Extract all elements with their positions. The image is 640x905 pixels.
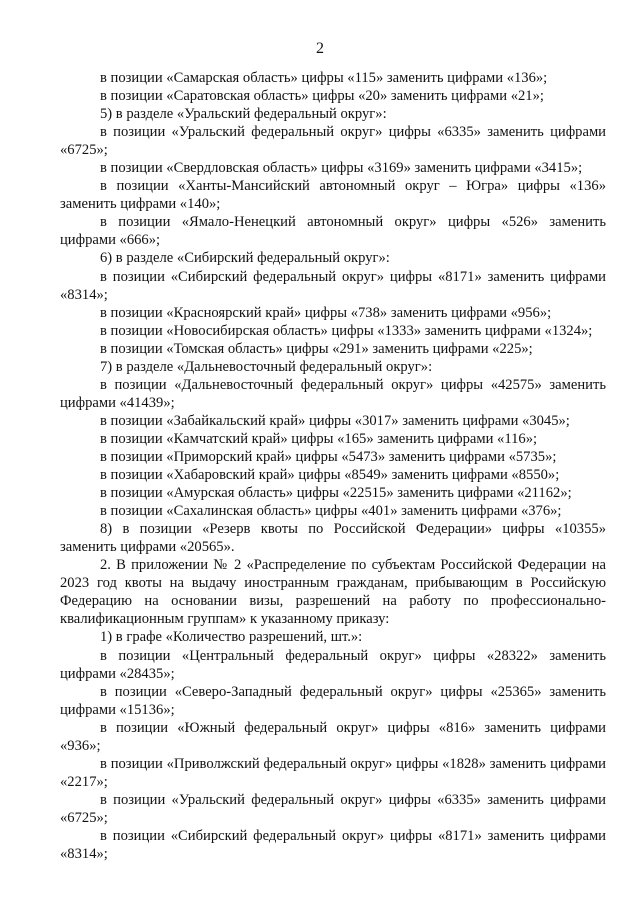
paragraph: в позиции «Сахалинская область» цифры «401» заменить цифрами «376»; [100, 503, 562, 520]
paragraph: в позиции «Северо-Западный федеральный округ» цифры «25365» заменить цифрами «15136»; [60, 683, 606, 718]
paragraph: в позиции «Сибирский федеральный округ» цифры «8171» заменить цифрами «8314»; [60, 827, 606, 863]
paragraph: в позиции «Красноярский край» цифры «738» заменить цифрами «956»; [100, 304, 552, 321]
paragraph: 2. В приложении № 2 «Распределение по субъектам Российской Федерации на 2023 год квоты на выдачу иностранным гражданам, прибывающим в Российскую Федерацию на основании визы, разрешений на работу по профессионально-квалификационным группам» к указанному приказу: [60, 557, 606, 628]
paragraph: 6) в разделе «Сибирский федеральный округ»: [100, 250, 390, 267]
paragraph: в позиции «Центральный федеральный округ» цифры «28322» заменить цифрами «28435»; [60, 647, 606, 682]
paragraph: в позиции «Южный федеральный округ» цифры «816» заменить цифрами «936»; [60, 719, 606, 754]
paragraph: в позиции «Томская область» цифры «291» заменить цифрами «225»; [100, 340, 533, 357]
paragraph: в позиции «Уральский федеральный округ» цифры «6335» заменить цифрами «6725»; [60, 124, 606, 159]
paragraph: 1) в графе «Количество разрешений, шт.»: [100, 629, 363, 646]
document-body [60, 69, 606, 863]
paragraph: в позиции «Новосибирская область» цифры «1333» заменить цифрами «1324»; [100, 322, 593, 339]
page-number: 2 [316, 40, 324, 57]
paragraph: в позиции «Свердловская область» цифры «3169» заменить цифрами «3415»; [100, 160, 583, 177]
paragraph: в позиции «Забайкальский край» цифры «3017» заменить цифрами «3045»; [100, 412, 570, 429]
paragraph: в позиции «Ямало-Ненецкий автономный округ» цифры «526» заменить цифрами «666»; [60, 214, 606, 249]
paragraph: 5) в разделе «Уральский федеральный округ»: [100, 106, 387, 123]
paragraph: в позиции «Приморский край» цифры «5473» заменить цифрами «5735»; [100, 448, 557, 465]
paragraph: в позиции «Дальневосточный федеральный округ» цифры «42575» заменить цифрами «41439»; [60, 376, 606, 411]
paragraph: в позиции «Уральский федеральный округ» цифры «6335» заменить цифрами «6725»; [60, 791, 606, 826]
paragraph: в позиции «Приволжский федеральный округ» цифры «1828» заменить цифрами «2217»; [60, 755, 606, 790]
paragraph: в позиции «Самарская область» цифры «115» заменить цифрами «136»; [100, 70, 548, 86]
paragraph: в позиции «Камчатский край» цифры «165» заменить цифрами «116»; [100, 430, 538, 447]
paragraph: в позиции «Саратовская область» цифры «20» заменить цифрами «21»; [100, 88, 544, 105]
paragraph: 7) в разделе «Дальневосточный федеральный округ»: [100, 358, 433, 375]
paragraph: в позиции «Сибирский федеральный округ» цифры «8171» заменить цифрами «8314»; [60, 268, 606, 303]
paragraph: в позиции «Хабаровский край» цифры «8549» заменить цифрами «8550»; [100, 467, 560, 484]
paragraph: в позиции «Ханты-Мансийский автономный округ – Югра» цифры «136» заменить цифрами «140»; [60, 178, 606, 213]
paragraph: в позиции «Амурская область» цифры «22515» заменить цифрами «21162»; [100, 485, 572, 502]
paragraph: 8) в позиции «Резерв квоты по Российской Федерации» цифры «10355» заменить цифрами «20565». [60, 521, 606, 556]
